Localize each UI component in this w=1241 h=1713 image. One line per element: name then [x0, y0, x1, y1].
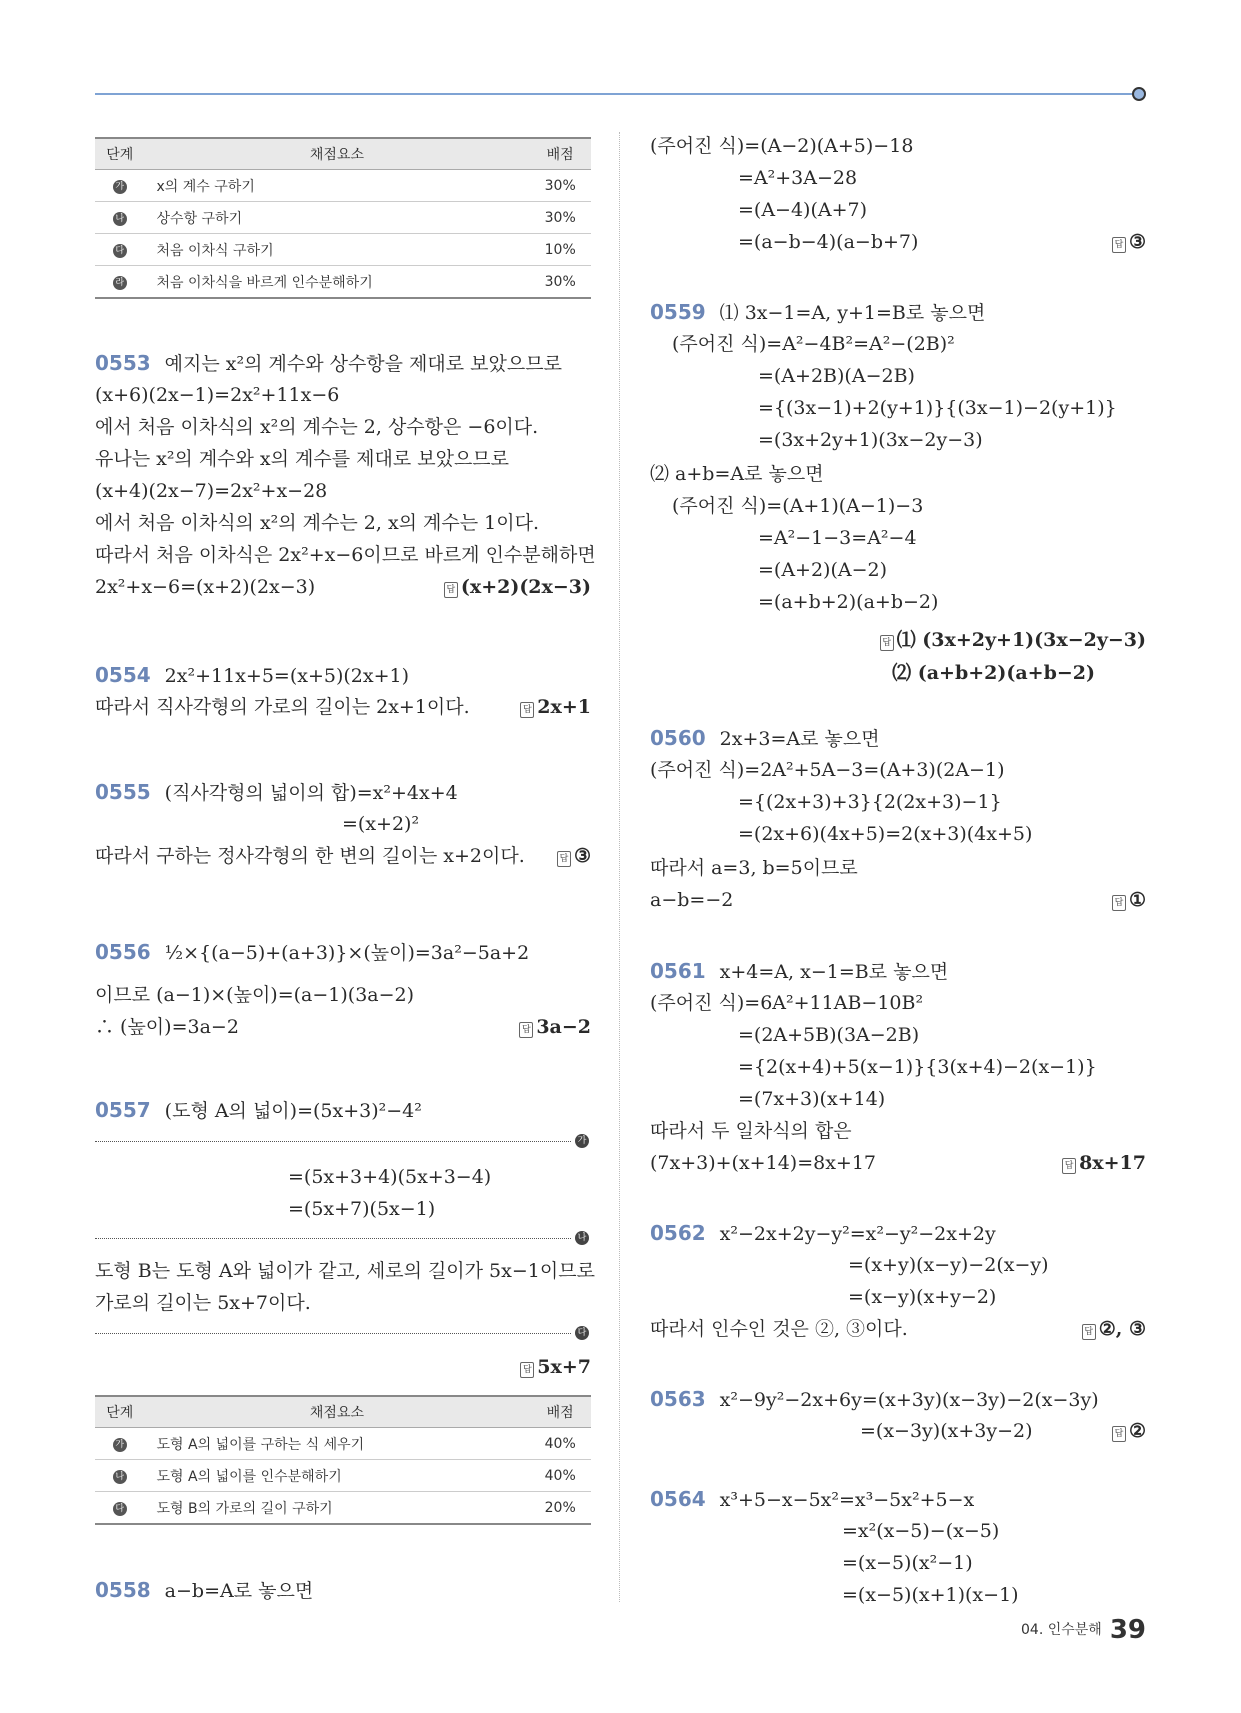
table-cell: x의 계수 구하기: [145, 170, 530, 202]
answer-icon: 답: [880, 635, 894, 651]
solution-line: =(x−5)(x²−1): [842, 1552, 973, 1574]
problem-number: 0557: [95, 1098, 151, 1122]
table-row: [95, 202, 591, 234]
table-row: [95, 170, 591, 202]
problem-number: 0563: [650, 1387, 706, 1411]
solution-line: 따라서 처음 이차식은 2x²+x−6이므로 바르게 인수분해하면: [95, 544, 596, 566]
answer: 답 5x+7: [520, 1356, 591, 1378]
answer: 답 3a−2: [519, 1016, 591, 1038]
problem-number: 0553: [95, 351, 151, 375]
solution-line: 2x²+x−6=(x+2)(2x−3): [95, 576, 316, 598]
dotted-divider: [95, 1333, 571, 1334]
table-cell: 40%: [529, 1428, 591, 1460]
solution-line: =(5x+7)(5x−1): [288, 1198, 436, 1220]
solution-line: (주어진 식)=6A²+11AB−10B²: [650, 992, 924, 1014]
solution-line: 따라서 구하는 정사각형의 한 변의 길이는 x+2이다.: [95, 845, 525, 867]
step-badge: 나: [113, 1470, 127, 1484]
answer-icon: 답: [444, 582, 458, 598]
solution-line: ⑵ a+b=A로 놓으면: [650, 463, 824, 485]
solution-line: ={(3x−1)+2(y+1)}{(3x−1)−2(y+1)}: [758, 397, 1117, 419]
header-rule: [95, 93, 1139, 95]
problem-0555: 0555 (직사각형의 넓이의 합)=x²+4x+4: [95, 780, 458, 804]
step-badge: 가: [113, 1438, 127, 1452]
table-cell: 상수항 구하기: [145, 202, 530, 234]
solution-line: =(2x+6)(4x+5)=2(x+3)(4x+5): [738, 823, 1033, 845]
scoring-table-1: [95, 137, 591, 299]
problem-0556: 0556 ½×{(a−5)+(a+3)}×(높이)=3a²−5a+2: [95, 940, 530, 964]
answer: ⑵ (a+b+2)(a+b−2): [892, 662, 1095, 684]
table-cell: 도형 B의 가로의 길이 구하기: [145, 1492, 530, 1525]
table-cell: 40%: [529, 1460, 591, 1492]
problem-number: 0558: [95, 1578, 151, 1602]
problem-number: 0562: [650, 1221, 706, 1245]
problem-0559: 0559 ⑴ 3x−1=A, y+1=B로 놓으면: [650, 300, 986, 324]
answer-icon: 답: [520, 1362, 534, 1378]
problem-number: 0554: [95, 663, 151, 687]
step-badge: 다: [113, 1502, 127, 1516]
solution-line: =(5x+3+4)(5x+3−4): [288, 1166, 492, 1188]
answer-icon: 답: [1112, 1426, 1126, 1442]
solution-line: 에서 처음 이차식의 x²의 계수는 2, 상수항은 −6이다.: [95, 416, 539, 438]
table-header: 배점: [529, 1396, 591, 1428]
answer-icon: 답: [1112, 895, 1126, 911]
answer: 답 ③: [557, 845, 591, 867]
problem-number: 0555: [95, 780, 151, 804]
problem-number: 0556: [95, 940, 151, 964]
problem-0558: 0558 a−b=A로 놓으면: [95, 1578, 314, 1602]
answer: 답 ⑴ (3x+2y+1)(3x−2y−3): [880, 625, 1146, 652]
page-footer: [1021, 1615, 1146, 1645]
solution-line: =(A+2)(A−2): [758, 559, 888, 581]
table-header: 단계: [95, 1396, 145, 1428]
solution-line: 도형 B는 도형 A와 넓이가 같고, 세로의 길이가 5x−1이므로: [95, 1260, 595, 1282]
solution-line: 따라서 a=3, b=5이므로: [650, 857, 858, 879]
answer-icon: 답: [557, 851, 571, 867]
solution-line: (7x+3)+(x+14)=8x+17: [650, 1152, 877, 1174]
problem-number: 0559: [650, 300, 706, 324]
solution-line: =(x+2)²: [342, 813, 420, 835]
chapter-title: 04. 인수분해: [1021, 1622, 1102, 1638]
solution-line: =(x+y)(x−y)−2(x−y): [848, 1254, 1049, 1276]
problem-0562: 0562 x²−2x+2y−y²=x²−y²−2x+2y: [650, 1221, 996, 1245]
table-row: [95, 234, 591, 266]
answer: 답 2x+1: [520, 696, 591, 718]
step-badge: 라: [113, 276, 127, 290]
solution-line: a−b=−2: [650, 889, 734, 911]
table-cell: 30%: [529, 266, 591, 299]
solution-line: (주어진 식)=(A−2)(A+5)−18: [650, 135, 914, 157]
solution-line: (주어진 식)=2A²+5A−3=(A+3)(2A−1): [650, 759, 1005, 781]
answer-icon: 답: [519, 1022, 533, 1038]
solution-line: =(x−y)(x+y−2): [848, 1286, 997, 1308]
problem-0561: 0561 x+4=A, x−1=B로 놓으면: [650, 959, 949, 983]
answer-icon: 답: [1082, 1324, 1096, 1340]
header-dot: [1132, 87, 1146, 101]
problem-0563: 0563 x²−9y²−2x+6y=(x+3y)(x−3y)−2(x−3y): [650, 1387, 1099, 1411]
table-row: [95, 1460, 591, 1492]
answer: 답 8x+17: [1062, 1152, 1146, 1174]
problem-0560: 0560 2x+3=A로 놓으면: [650, 726, 880, 750]
solution-line: ={(2x+3)+3}{2(2x+3)−1}: [738, 791, 1002, 813]
problem-0557: 0557 (도형 A의 넓이)=(5x+3)²−4²: [95, 1098, 422, 1122]
table-cell: 10%: [529, 234, 591, 266]
solution-line: =A²+3A−28: [738, 167, 858, 189]
solution-line: =x²(x−5)−(x−5): [842, 1520, 1000, 1542]
column-divider: [619, 132, 620, 1602]
table-row: [95, 266, 591, 299]
solution-line: =(A+2B)(A−2B): [758, 365, 915, 387]
problem-number: 0561: [650, 959, 706, 983]
step-badge: 가: [113, 180, 127, 194]
table-header: 채점요소: [145, 1396, 530, 1428]
solution-line: 따라서 직사각형의 가로의 길이는 2x+1이다.: [95, 696, 470, 718]
solution-line: =(A−4)(A+7): [738, 199, 868, 221]
problem-0564: 0564 x³+5−x−5x²=x³−5x²+5−x: [650, 1487, 975, 1511]
table-cell: 도형 A의 넓이를 인수분해하기: [145, 1460, 530, 1492]
answer: 답 ①: [1112, 889, 1146, 911]
table-cell: 도형 A의 넓이를 구하는 식 세우기: [145, 1428, 530, 1460]
answer-icon: 답: [520, 702, 534, 718]
solution-line: 에서 처음 이차식의 x²의 계수는 2, x의 계수는 1이다.: [95, 512, 539, 534]
problem-number: 0564: [650, 1487, 706, 1511]
solution-line: 따라서 두 일차식의 합은: [650, 1120, 852, 1142]
table-cell: 20%: [529, 1492, 591, 1525]
solution-line: ∴ (높이)=3a−2: [95, 1016, 239, 1038]
solution-line: (주어진 식)=(A+1)(A−1)−3: [672, 495, 924, 517]
solution-line: (x+6)(2x−1)=2x²+11x−6: [95, 384, 340, 406]
answer: 답 ③: [1112, 231, 1146, 253]
solution-line: =A²−1−3=A²−4: [758, 527, 917, 549]
solution-line: =(x−5)(x+1)(x−1): [842, 1584, 1019, 1606]
table-cell: 30%: [529, 170, 591, 202]
step-marker: 나: [575, 1231, 589, 1245]
problem-number: 0560: [650, 726, 706, 750]
solution-line: 이므로 (a−1)×(높이)=(a−1)(3a−2): [95, 984, 415, 1006]
answer-icon: 답: [1062, 1158, 1076, 1174]
solution-line: 유나는 x²의 계수와 x의 계수를 제대로 보았으므로: [95, 448, 510, 470]
step-marker: 다: [575, 1326, 589, 1340]
table-header: 단계: [95, 138, 145, 170]
step-badge: 다: [113, 244, 127, 258]
answer: 답 (x+2)(2x−3): [444, 576, 591, 598]
table-row: [95, 1492, 591, 1525]
table-header: 채점요소: [145, 138, 530, 170]
solution-line: 따라서 인수인 것은 ②, ③이다.: [650, 1318, 908, 1340]
table-cell: 처음 이차식 구하기: [145, 234, 530, 266]
table-header: 배점: [529, 138, 591, 170]
step-badge: 나: [113, 212, 127, 226]
solution-line: =(a+b+2)(a+b−2): [758, 591, 939, 613]
solution-line: =(2A+5B)(3A−2B): [738, 1024, 920, 1046]
step-marker: 가: [575, 1134, 589, 1148]
solution-line: (x+4)(2x−7)=2x²+x−28: [95, 480, 328, 502]
table-cell: 처음 이차식을 바르게 인수분해하기: [145, 266, 530, 299]
solution-line: 가로의 길이는 5x+7이다.: [95, 1292, 311, 1314]
solution-line: =(a−b−4)(a−b+7): [738, 231, 919, 253]
problem-0553: 0553 예지는 x²의 계수와 상수항을 제대로 보았으므로: [95, 351, 562, 375]
answer: 답 ②, ③: [1082, 1318, 1146, 1340]
solution-line: (주어진 식)=A²−4B²=A²−(2B)²: [672, 333, 955, 355]
solution-line: =(x−3y)(x+3y−2): [860, 1420, 1033, 1442]
scoring-table-2: [95, 1395, 591, 1525]
dotted-divider: [95, 1141, 571, 1142]
solution-line: ={2(x+4)+5(x−1)}{3(x+4)−2(x−1)}: [738, 1056, 1097, 1078]
solution-line: =(3x+2y+1)(3x−2y−3): [758, 429, 983, 451]
table-row: [95, 1428, 591, 1460]
solution-line: =(7x+3)(x+14): [738, 1088, 886, 1110]
problem-0554: 0554 2x²+11x+5=(x+5)(2x+1): [95, 663, 410, 687]
answer-icon: 답: [1112, 237, 1126, 253]
page-number: 39: [1109, 1615, 1146, 1645]
table-cell: 30%: [529, 202, 591, 234]
dotted-divider: [95, 1238, 571, 1239]
answer: 답 ②: [1112, 1420, 1146, 1442]
